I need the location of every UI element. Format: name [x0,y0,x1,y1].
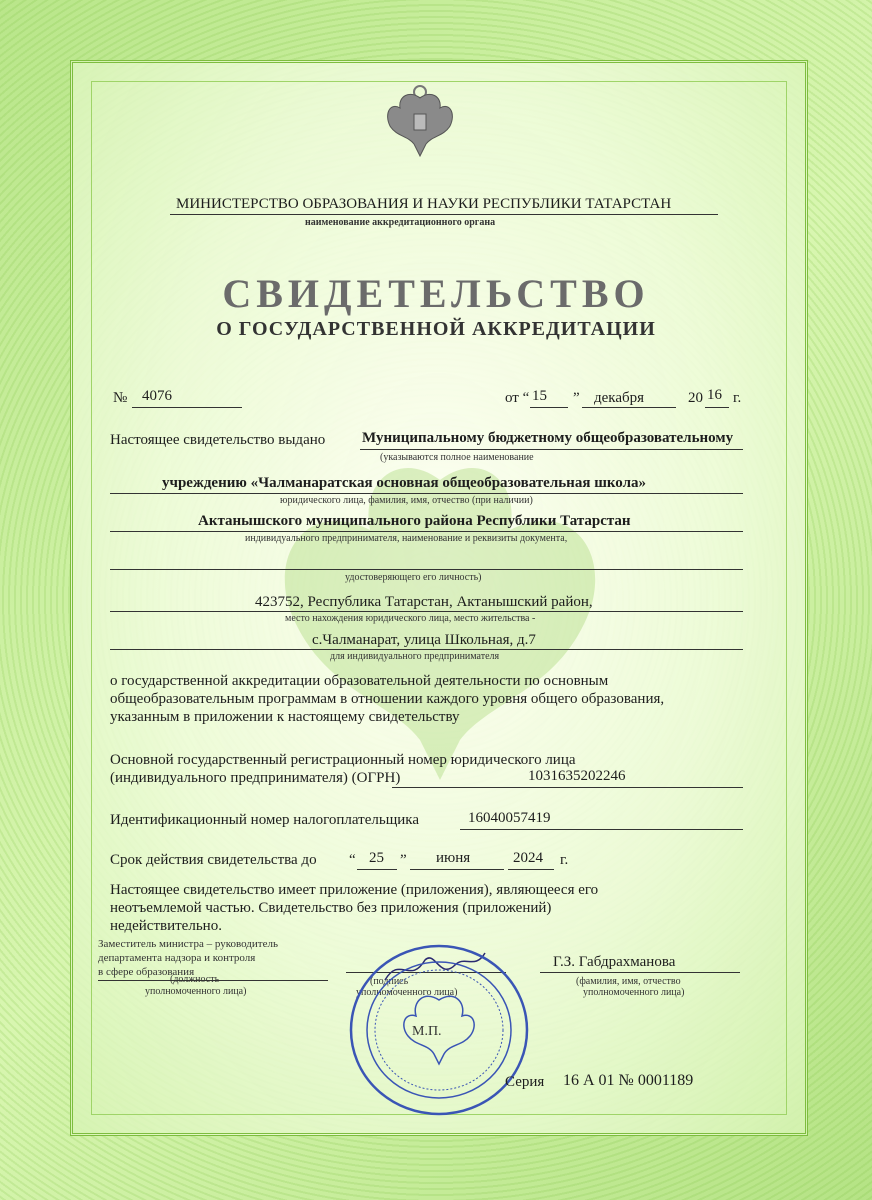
appendix-line-1: Настоящее свидетельство имеет приложение (приложения), являющееся его [110,882,599,898]
date-day: 15 [532,388,547,404]
series-number: 16 А 01 № 0001189 [563,1072,694,1089]
name-caption-2: уполномоченного лица) [583,987,685,998]
coat-of-arms-icon [380,80,460,160]
issued-label: Настоящее свидетельство выдано [110,432,326,448]
series-label: Серия [505,1074,545,1090]
purpose-line-1: о государственной аккредитации образовательной деятельности по основным [110,673,609,689]
authority-caption: наименование аккредитационного органа [305,217,496,228]
organization-line-3: Актанышского муниципального района Республики Татарстан [198,513,631,529]
validity-day: 25 [369,850,384,866]
validity-end: г. [560,852,569,868]
seal-mark: М.П. [412,1024,442,1039]
signer-name: Г.З. Габдрахманова [553,954,676,970]
caption-entrepreneur: индивидуального предпринимателя, наименование и реквизиты документа, [245,533,568,544]
inn-value: 16040057419 [468,810,551,826]
signer-position-1: Заместитель министра – руководитель [98,938,278,950]
date-quote: ” [573,390,580,406]
signer-position-2: департамента надзора и контроля [98,952,256,964]
date-year-suffix: 16 [707,387,722,403]
validity-quote-close: ” [400,852,407,868]
purpose-line-2: общеобразовательным программам в отношении каждого уровня общего образования, [110,691,665,707]
organization-line-2: учреждению «Чалманаратская основная общеобразовательная школа» [162,475,647,491]
number-prefix: № [113,390,128,406]
appendix-line-3: недействительно. [110,918,222,934]
date-end: г. [733,390,742,406]
date-prefix: от “ [505,390,530,406]
document-title: СВИДЕТЕЛЬСТВО [222,271,650,316]
purpose-line-3: указанным в приложении к настоящему свидетельству [110,709,460,725]
inn-label: Идентификационный номер налогоплательщика [110,812,420,828]
position-caption-1: (должность [170,974,220,985]
signature-caption-2: уполномоченного лица) [356,987,458,998]
date-month: декабря [594,390,645,406]
ogrn-label-2: (индивидуального предпринимателя) (ОГРН) [110,770,401,786]
validity-quote-open: “ [349,852,356,868]
caption-full-name: (указываются полное наименование [380,452,534,463]
ogrn-label-1: Основной государственный регистрационный номер юридического лица [110,752,576,768]
address-line-1: 423752, Республика Татарстан, Актанышский район, [255,594,593,610]
validity-year: 2024 [513,850,543,866]
document-subtitle: О ГОСУДАРСТВЕННОЙ АККРЕДИТАЦИИ [216,318,656,340]
signer-position-3: в сфере образования [98,966,195,978]
caption-legal-entity: юридического лица, фамилия, имя, отчество (при наличии) [280,495,533,506]
appendix-line-2: неотъемлемой частью. Свидетельство без приложения (приложений) [110,900,552,916]
name-caption-1: (фамилия, имя, отчество [576,976,681,987]
validity-label: Срок действия свидетельства до [110,852,317,868]
caption-identity: удостоверяющего его личность) [345,572,482,583]
ogrn-value: 1031635202246 [528,768,626,784]
organization-line-1: Муниципальному бюджетному общеобразовательному [362,430,734,446]
caption-location: место нахождения юридического лица, место жительства - [285,613,536,624]
signature-caption-1: (подпись [370,976,409,987]
authority-name: МИНИСТЕРСТВО ОБРАЗОВАНИЯ И НАУКИ РЕСПУБЛИКИ ТАТАРСТАН [176,196,672,212]
address-line-2: с.Чалманарат, улица Школьная, д.7 [312,632,536,648]
caption-entrepreneur-address: для индивидуального предпринимателя [330,651,500,662]
position-caption-2: уполномоченного лица) [145,986,247,997]
certificate-number: 4076 [142,388,172,404]
validity-month: июня [436,850,471,866]
date-year-prefix: 20 [688,390,703,406]
